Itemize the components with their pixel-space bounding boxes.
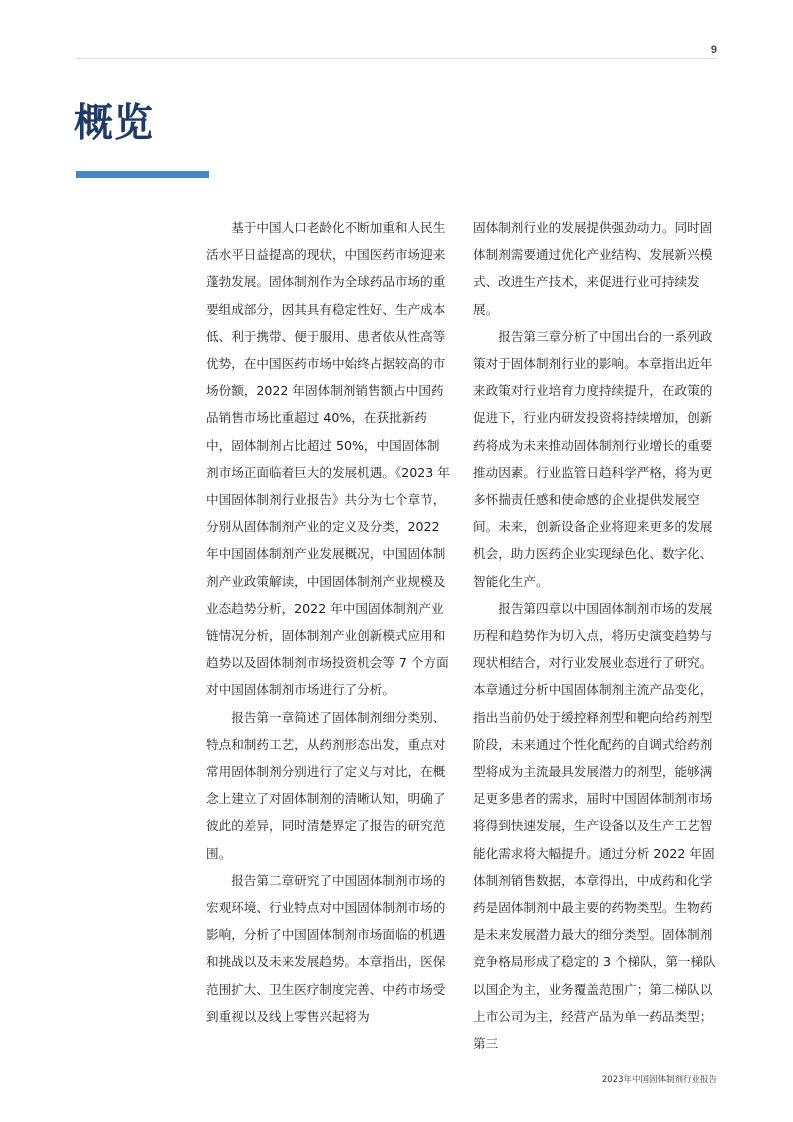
footer-report-name: 2023年中国固体制剂行业报告 [601, 1075, 717, 1085]
paragraph-chapter-2: 报告第二章研究了中国固体制剂市场的宏观环境、行业特点对中国固体制剂市场的影响，分析了中国固体制剂市场面临的机遇和挑战以及未来发展趋势。本章指出，医保范围扩大、卫生医疗制度完善、中药市场受到重视以及线上零售兴起将为 [206, 872, 446, 1024]
header-rule [76, 58, 717, 59]
paragraph-chapter-4: 报告第四章以中国固体制剂市场的发展历程和趋势作为切入点，将历史演变趋势与现状相结合，对行业发展业态进行了研究。本章通过分析中国固体制剂主流产品变化，指出当前仍处于缓控释剂型和靶向给药剂型阶段，未来通过个性化配药的自调式给药剂型将成为主流最具发展潜力的剂型，能够满足更多患者的需求，届时中国固体制剂市场将得到快速发展，生产设备以及生产工艺智能化需求将大幅提升。通过分析 2022 年固体制剂销售数据，本章得出，中成药和化学药是固体制剂中最主要的药物类型。生物药是未来发展潜力最大的细分类型。固体制剂竞争格局形成了稳定的 3 个梯队，第一梯队以国企为主，业务覆盖范围广；第二梯队以上市公司为主，经营产品为单一药品类型；第三 [473, 600, 716, 1052]
paragraph-chapter-1: 报告第一章简述了固体制剂细分类别、特点和制药工艺，从药剂形态出发，重点对常用固体制剂分别进行了定义与对比，在概念上建立了对固体制剂的清晰认知，明确了彼此的差异，同时清楚界定了报告的研究范围。 [206, 709, 446, 861]
right-column [473, 214, 719, 1057]
page-title: 概览 [74, 100, 155, 146]
paragraph-chapter-2-continued: 固体制剂行业的发展提供强劲动力。同时固体制剂需要通过优化产业结构、发展新兴模式、改进生产技术，来促进行业可持续发展。 [473, 220, 713, 317]
page-number: 9 [710, 44, 717, 56]
paragraph-intro: 基于中国人口老龄化不断加重和人民生活水平日益提高的现状，中国医药市场迎来蓬勃发展。固体制剂作为全球药品市场的重要组成部分，因其具有稳定性好、生产成本低、利于携带、便于服用、患者依从性高等优势，在中国医药市场中始终占据较高的市场份额，2022 年固体制剂销售额占中国药品销售市场比重超过 40%，在获批新药中，固体制剂占比超过 50%，中国固体制剂市场正面临着巨大的发展机遇。《2023 年中国固体制剂行业报告》共分为七个章节，分别从固体制剂产业的定义及分类，2022 年中国固体制剂产业发展概况，中国固体制剂产业政策解读，中国固体制剂产业规模及业态趋势分析，2022 年中国固体制剂产业链情况分析，固体制剂产业创新模式应用和趋势以及固体制剂市场投资机会等 7 个方面对中国固体制剂市场进行了分析。 [206, 220, 450, 698]
left-column [206, 214, 452, 1030]
title-accent-bar [76, 171, 209, 178]
paragraph-chapter-3: 报告第三章分析了中国出台的一系列政策对于固体制剂行业的影响。本章指出近年来政策对行业培育力度持续提升，在政策的促进下，行业内研发投资将持续增加，创新药将成为未来推动固体制剂行业增长的重要推动因素。行业监管日趋科学严格，将为更多怀揣责任感和使命感的企业提供发展空间。未来，创新设备企业将迎来更多的发展机会，助力医药企业实现绿色化、数字化、智能化生产。 [473, 328, 713, 589]
